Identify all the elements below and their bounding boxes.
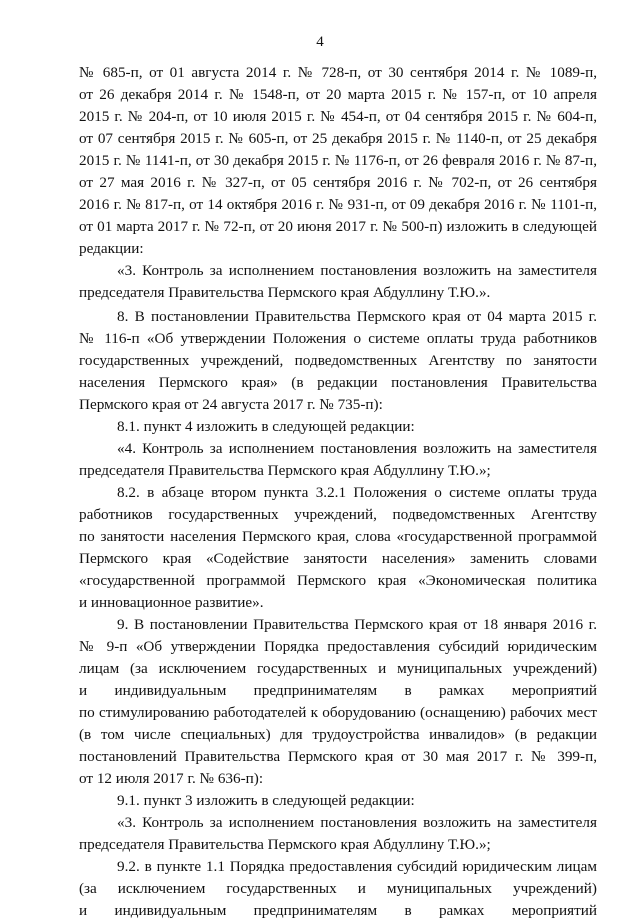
text-line: государственных учреждений, подведомственных Агентству по занятости xyxy=(79,352,597,369)
text-line: редакции: xyxy=(79,240,144,257)
text-line: (за исключением государственных и муниципальных учреждений) xyxy=(79,880,597,897)
text-line: лицам (за исключением государственных и муниципальных учреждений) xyxy=(79,660,597,677)
text-line: от 26 декабря 2014 г. № 1548-п, от 20 марта 2015 г. № 157-п, от 10 апреля xyxy=(79,86,597,103)
text-line: Пермского края от 24 августа 2017 г. № 735-п): xyxy=(79,396,383,413)
text-line: 2015 г. № 1141-п, от 30 декабря 2015 г. № 1176-п, от 26 февраля 2016 г. № 87-п, xyxy=(79,152,597,169)
text-line: населения Пермского края» (в редакции постановления Правительства xyxy=(79,374,597,391)
text-line: председателя Правительства Пермского края Абдуллину Т.Ю.». xyxy=(79,284,491,301)
text-line: председателя Правительства Пермского края Абдуллину Т.Ю.»; xyxy=(79,836,491,853)
text-line: (в том числе специальных) для трудоустройства инвалидов» (в редакции xyxy=(79,726,597,743)
text-line: № 9-п «Об утверждении Порядка предоставления субсидий юридическим xyxy=(79,638,597,655)
text-line: от 07 сентября 2015 г. № 605-п, от 25 декабря 2015 г. № 1140-п, от 25 декабря xyxy=(79,130,597,147)
body-text xyxy=(79,62,597,922)
text-line: № 685-п, от 01 августа 2014 г. № 728-п, от 30 сентября 2014 г. № 1089-п, xyxy=(79,64,597,81)
text-line: и инновационное развитие». xyxy=(79,594,264,611)
text-line: 8.2. в абзаце втором пункта 3.2.1 Положения о системе оплаты труда xyxy=(117,484,597,501)
text-line: 2015 г. № 204-п, от 10 июля 2015 г. № 454-п, от 04 сентября 2015 г. № 604-п, xyxy=(79,108,597,125)
text-line: работников государственных учреждений, подведомственных Агентству xyxy=(79,506,597,523)
text-line: № 116-п «Об утверждении Положения о системе оплаты труда работников xyxy=(79,330,597,347)
text-line: председателя Правительства Пермского края Абдуллину Т.Ю.»; xyxy=(79,462,491,479)
text-line: «4. Контроль за исполнением постановления возложить на заместителя xyxy=(117,440,597,457)
text-line: по занятости населения Пермского края, слова «государственной программой xyxy=(79,528,597,545)
text-line: от 27 мая 2016 г. № 327-п, от 05 сентября 2016 г. № 702-п, от 26 сентября xyxy=(79,174,597,191)
text-line: и индивидуальным предпринимателям в рамках мероприятий xyxy=(79,902,597,919)
text-line: 8.1. пункт 4 изложить в следующей редакции: xyxy=(117,418,415,435)
text-line: «государственной программой Пермского края «Экономическая политика xyxy=(79,572,597,589)
text-line: от 12 июля 2017 г. № 636-п): xyxy=(79,770,264,787)
text-line: 2016 г. № 817-п, от 14 октября 2016 г. № 931-п, от 09 декабря 2016 г. № 1101-п, xyxy=(79,196,597,213)
text-line: по стимулированию работодателей к оборудованию (оснащению) рабочих мест xyxy=(79,704,597,721)
text-line: «3. Контроль за исполнением постановления возложить на заместителя xyxy=(117,262,597,279)
text-line: 9.2. в пункте 1.1 Порядка предоставления субсидий юридическим лицам xyxy=(117,858,597,875)
text-line: и индивидуальным предпринимателям в рамках мероприятий xyxy=(79,682,597,699)
page-number: 4 xyxy=(316,34,324,50)
text-line: постановлений Правительства Пермского края от 30 мая 2017 г. № 399-п, xyxy=(79,748,597,765)
text-line: Пермского края «Содействие занятости населения» заменить словами xyxy=(79,550,597,567)
text-line: «3. Контроль за исполнением постановления возложить на заместителя xyxy=(117,814,597,831)
text-line: 9. В постановлении Правительства Пермского края от 18 января 2016 г. xyxy=(117,616,597,633)
text-line: 8. В постановлении Правительства Пермского края от 04 марта 2015 г. xyxy=(117,308,597,325)
text-line: от 01 марта 2017 г. № 72-п, от 20 июня 2017 г. № 500-п) изложить в следующей xyxy=(79,218,597,235)
text-line: 9.1. пункт 3 изложить в следующей редакции: xyxy=(117,792,415,809)
